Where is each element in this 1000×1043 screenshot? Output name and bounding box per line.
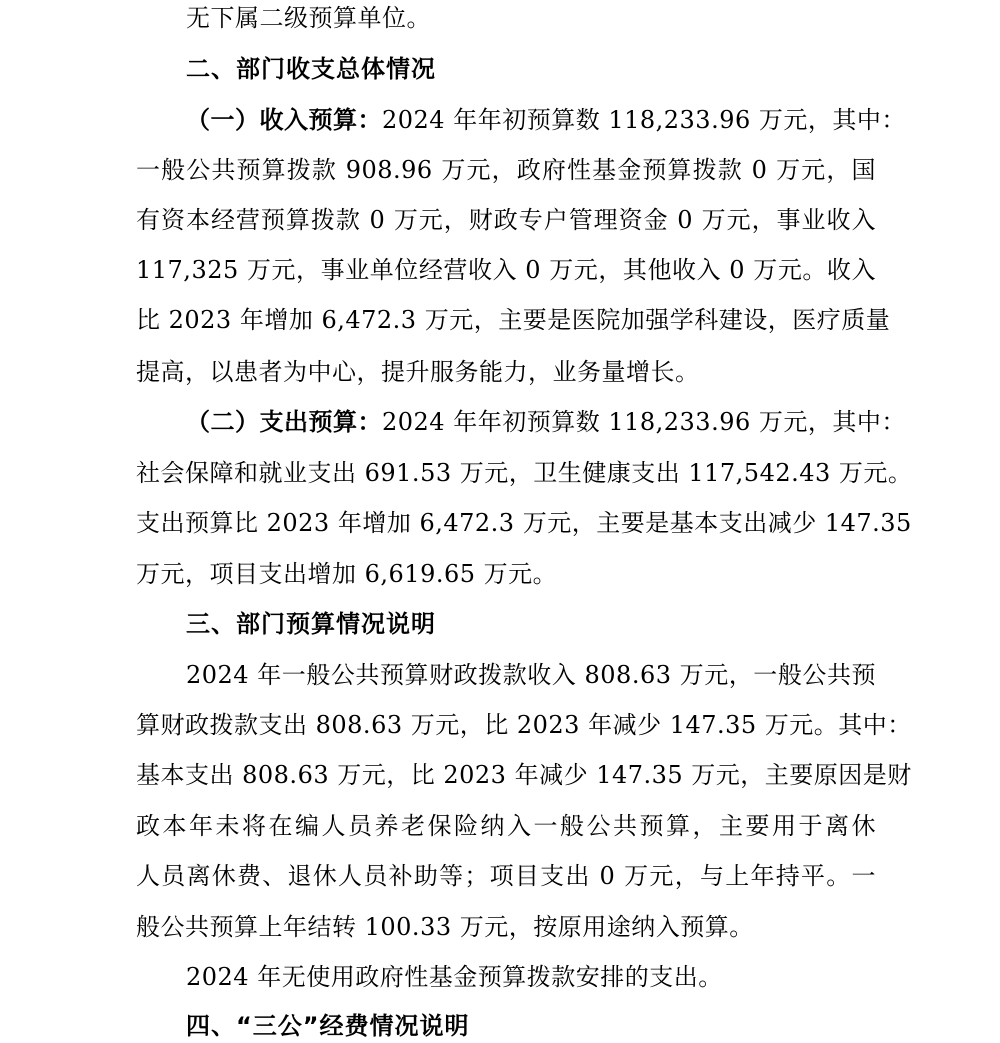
paragraph-line: （一）收入预算：2024 年年初预算数 118,233.96 万元，其中： xyxy=(186,106,906,134)
paragraph-line: 2024 年一般公共预算财政拨款收入 808.63 万元，一般公共预 xyxy=(186,661,876,689)
section-heading-2: 二、部门收支总体情况 xyxy=(186,55,436,83)
paragraph-line: 一般公共预算拨款 908.96 万元，政府性基金预算拨款 0 万元，国 xyxy=(136,156,876,184)
paragraph-line: 万元，项目支出增加 6,619.65 万元。 xyxy=(136,560,558,588)
paragraph-line: 支出预算比 2023 年增加 6,472.3 万元，主要是基本支出减少 147.35 xyxy=(136,509,912,537)
paragraph-line: 人员离休费、退休人员补助等；项目支出 0 万元，与上年持平。一 xyxy=(136,862,876,890)
paragraph-line: 2024 年无使用政府性基金预算拨款安排的支出。 xyxy=(186,963,723,991)
paragraph-line: 基本支出 808.63 万元，比 2023 年减少 147.35 万元，主要原因是财 xyxy=(136,761,912,789)
paragraph-line: 117,325 万元，事业单位经营收入 0 万元，其他收入 0 万元。收入 xyxy=(136,256,876,284)
section-heading-3: 三、部门预算情况说明 xyxy=(186,610,436,638)
paragraph-line: 社会保障和就业支出 691.53 万元，卫生健康支出 117,542.43 万元。 xyxy=(136,459,913,487)
sub-heading-expenditure: （二）支出预算： xyxy=(186,408,382,436)
paragraph-line: 提高，以患者为中心，提升服务能力，业务量增长。 xyxy=(136,358,700,386)
paragraph-line: 无下属二级预算单位。 xyxy=(186,4,431,32)
paragraph-line: 算财政拨款支出 808.63 万元，比 2023 年减少 147.35 万元。其中： xyxy=(136,711,912,739)
paragraph-line: 有资本经营预算拨款 0 万元，财政专户管理资金 0 万元，事业收入 xyxy=(136,206,876,234)
paragraph-line: 政本年未将在编人员养老保险纳入一般公共预算，主要用于离休 xyxy=(136,812,876,840)
section-heading-4: 四、“三公”经费情况说明 xyxy=(186,1012,470,1040)
paragraph-line: 比 2023 年增加 6,472.3 万元，主要是医院加强学科建设，医疗质量 xyxy=(136,306,891,334)
paragraph-line: （二）支出预算：2024 年年初预算数 118,233.96 万元，其中： xyxy=(186,408,906,436)
paragraph-line: 般公共预算上年结转 100.33 万元，按原用途纳入预算。 xyxy=(136,913,754,941)
sub-heading-income: （一）收入预算： xyxy=(186,106,382,134)
